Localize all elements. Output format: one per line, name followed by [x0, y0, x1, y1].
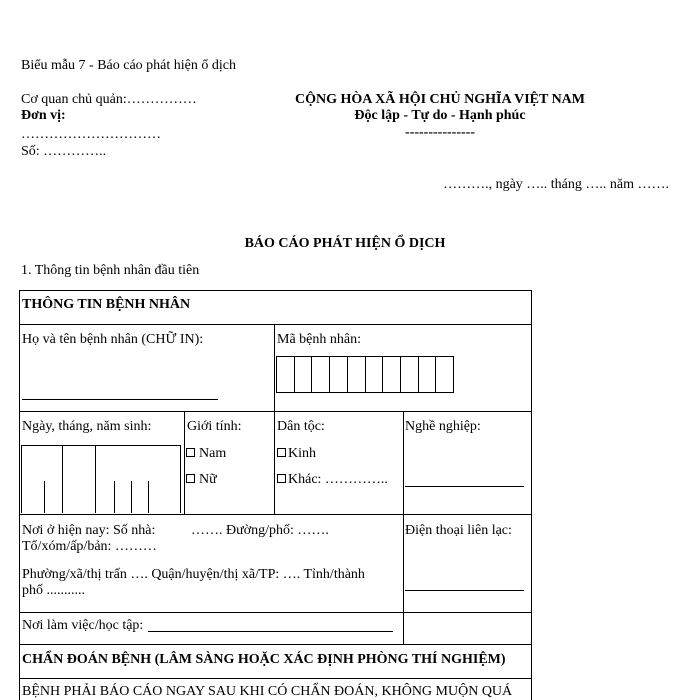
patient-code-boxes	[276, 356, 454, 393]
occupation-cell	[403, 411, 532, 515]
workplace-cell	[19, 612, 404, 645]
unit-value: …………………………	[21, 127, 161, 142]
governing-agency: Cơ quan chủ quản:……………	[21, 92, 197, 107]
patient-code-digit-box	[329, 357, 347, 392]
patient-code-cell	[274, 324, 532, 412]
gender-female-checkbox	[186, 474, 195, 483]
patient-code-digit-box	[277, 357, 294, 392]
form-template-label: Biểu mẫu 7 - Báo cáo phát hiện ổ dịch	[21, 58, 236, 73]
patient-info-header-cell	[19, 290, 532, 325]
full-name-cell	[19, 324, 275, 412]
dob-cell	[19, 411, 185, 515]
dob-year-digit-divider	[114, 481, 115, 513]
motto-separator: ---------------	[405, 125, 475, 140]
dob-year-digit-divider	[131, 481, 132, 513]
ethnicity-label: Dân tộc:	[277, 419, 325, 434]
address-street: ……. Đường/phố: …….	[191, 523, 329, 538]
ethnicity-kinh-checkbox	[277, 448, 286, 457]
patient-code-digit-box	[347, 357, 365, 392]
section-heading: 1. Thông tin bệnh nhân đầu tiên	[21, 263, 200, 278]
phone-label: Điện thoại liên lạc:	[405, 523, 512, 538]
patient-info-header: THÔNG TIN BỆNH NHÂN	[22, 297, 191, 312]
ethnicity-other-label: Khác: …………..	[288, 472, 388, 487]
patient-code-digit-box	[418, 357, 436, 392]
gender-label: Giới tính:	[187, 419, 242, 434]
dob-date-grid	[21, 445, 181, 513]
diagnosis-header: CHẨN ĐOÁN BỆNH (LÂM SÀNG HOẶC XÁC ĐỊNH PHÒNG THÍ NGHIỆM)	[22, 652, 506, 667]
patient-code-digit-box	[435, 357, 453, 392]
dob-label: Ngày, tháng, năm sinh:	[22, 419, 152, 434]
gender-female-label: Nữ	[199, 472, 217, 487]
gender-option-male	[186, 446, 226, 462]
workplace-fill-line	[148, 631, 393, 632]
patient-code-label: Mã bệnh nhân:	[277, 332, 361, 347]
gender-option-female	[186, 472, 217, 488]
national-motto: Độc lập - Tự do - Hạnh phúc	[354, 108, 526, 123]
ethnicity-cell	[274, 411, 404, 515]
ethnicity-option-kinh	[277, 446, 316, 462]
patient-code-digit-box	[382, 357, 400, 392]
address-ward-district-province: Phường/xã/thị trấn …. Quận/huyện/thị xã/TP: …. Tỉnh/thành phố ...........	[22, 567, 365, 598]
gender-male-label: Nam	[199, 446, 227, 461]
reporting-notice: BỆNH PHẢI BÁO CÁO NGAY SAU KHI CÓ CHẨN ĐOÁN, KHÔNG MUỘN QUÁ	[22, 684, 513, 699]
patient-code-digit-box	[311, 357, 329, 392]
occupation-label: Nghề nghiệp:	[405, 419, 481, 434]
patient-code-digit-box	[400, 357, 418, 392]
phone-fill-line	[405, 590, 524, 591]
full-name-fill-line	[22, 399, 218, 400]
workplace-label: Nơi làm việc/học tập:	[22, 618, 144, 633]
dob-month-year-divider	[95, 446, 96, 513]
occupation-fill-line	[405, 486, 524, 487]
gender-male-checkbox	[186, 448, 195, 457]
patient-code-digit-box	[294, 357, 312, 392]
address-house-number: Nơi ở hiện nay: Số nhà:	[22, 523, 156, 538]
national-title: CỘNG HÒA XÃ HỘI CHỦ NGHĨA VIỆT NAM	[294, 92, 585, 107]
document-number: Số: …………..	[21, 144, 107, 159]
gender-cell	[184, 411, 275, 515]
patient-info-table	[19, 290, 532, 700]
ethnicity-option-other	[277, 472, 388, 488]
workplace-blank-cell	[403, 612, 532, 645]
ethnicity-kinh-label: Kinh	[288, 446, 316, 461]
address-cell	[19, 514, 404, 613]
reporting-notice-cell	[19, 678, 532, 700]
report-title: BÁO CÁO PHÁT HIỆN Ổ DỊCH	[244, 236, 446, 251]
dob-year-digit-divider	[148, 481, 149, 513]
address-hamlet: Tổ/xóm/ấp/bản: ………	[22, 539, 157, 554]
full-name-label: Họ và tên bệnh nhân (CHỮ IN):	[22, 332, 204, 347]
unit-label: Đơn vị:	[21, 108, 66, 123]
patient-code-digit-box	[365, 357, 383, 392]
dob-day-month-divider	[62, 446, 63, 513]
dob-day-digit-divider	[44, 481, 45, 513]
date-line: ………., ngày ….. tháng ….. năm …….	[443, 177, 669, 192]
ethnicity-other-checkbox	[277, 474, 286, 483]
phone-cell	[403, 514, 532, 613]
diagnosis-header-cell	[19, 644, 532, 679]
